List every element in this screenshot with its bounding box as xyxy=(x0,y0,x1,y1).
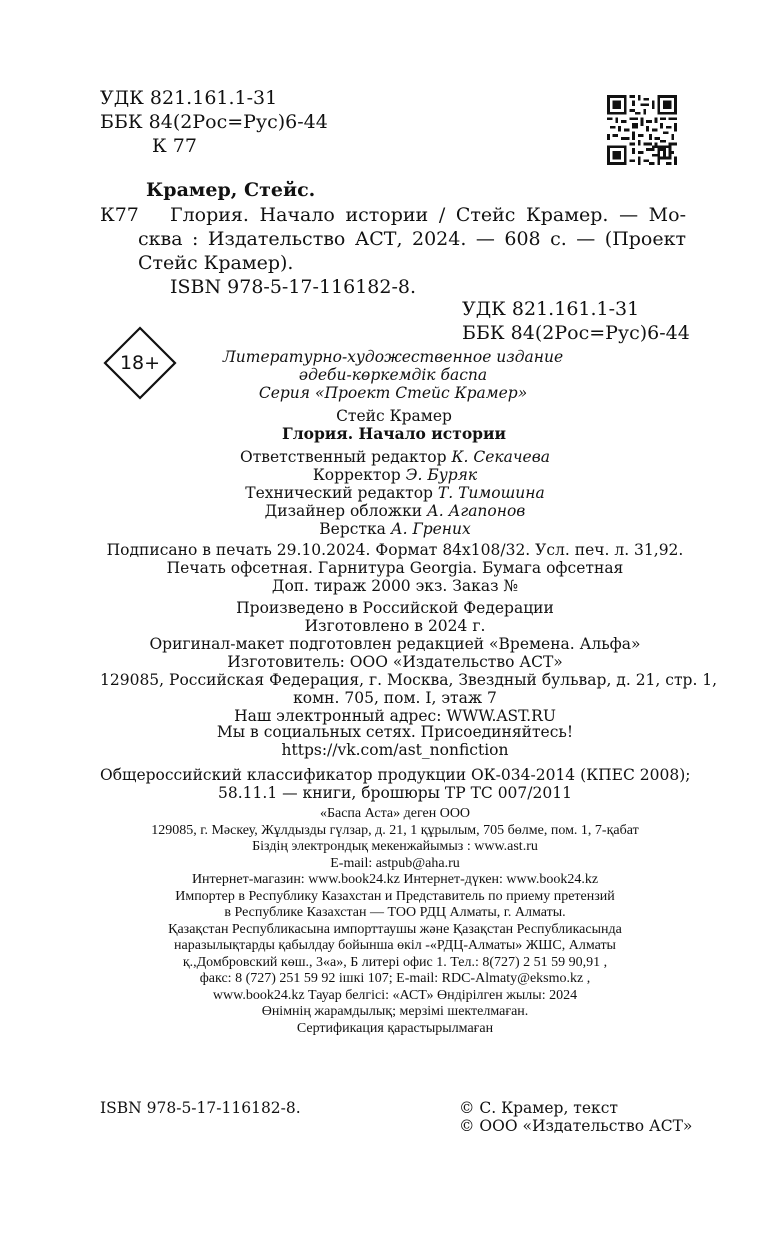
author-name: Стейс Крамер xyxy=(336,407,452,425)
social-block xyxy=(100,723,690,759)
kz-info-line: www.book24.kz Тауар белгісі: «АСТ» Өндірілген жылы: 2024 xyxy=(212,987,578,1003)
production-line: 129085, Российская Федерация, г. Москва, Звездный бульвар, д. 21, стр. 1, xyxy=(100,671,718,689)
kz-info-line: Интернет-магазин: www.book24.kz Интернет-дүкен: www.book24.kz xyxy=(191,872,599,887)
credits-block xyxy=(100,448,690,538)
credit-person: Э. Буряк xyxy=(405,466,478,484)
credit-person: А. Грених xyxy=(390,520,471,538)
age-rating: 18+ xyxy=(119,352,161,374)
credit-role: Технический редактор xyxy=(245,484,433,502)
udk-code-top: УДК 821.161.1-31 xyxy=(100,87,278,109)
print-info-line: Доп. тираж 2000 экз. Заказ № xyxy=(271,577,519,595)
social-link: https://vk.com/ast_nonfiction xyxy=(281,741,509,759)
classifier-block xyxy=(100,766,690,802)
kz-info-line: Импортер в Республику Казахстан и Представитель по приему претензий xyxy=(175,888,615,904)
kz-info-line: в Республике Казахстан — ТОО РДЦ Алматы, г. Алматы. xyxy=(224,905,566,920)
credit-line xyxy=(100,448,690,466)
kz-info-line: 129085, г. Мәскеу, Жұлдызды гүлзар, д. 21, 1 құрылым, 705 бөлме, пом. 1, 7-қабат xyxy=(151,822,639,838)
qr-code-icon xyxy=(607,95,677,165)
production-line: Изготовлено в 2024 г. xyxy=(304,617,486,635)
biblio-line-2: сква : Издательство АСТ, 2024. — 608 с. — (Проект xyxy=(138,228,686,250)
author-mark-top: К 77 xyxy=(152,135,197,157)
biblio-line-3: Стейс Крамер). xyxy=(138,252,294,274)
kz-info-line: факс: 8 (727) 251 59 92 ішкі 107; E-mail: RDC-Almaty@eksmo.kz , xyxy=(199,971,591,986)
credit-line xyxy=(100,466,690,484)
production-line: Произведено в Российской Федерации xyxy=(236,599,554,617)
production-line: комн. 705, пом. I, этаж 7 xyxy=(293,689,497,707)
book-title: Глория. Начало истории xyxy=(282,424,506,443)
bbk-code-top: ББК 84(2Рос=Рус)6-44 xyxy=(100,111,328,133)
catalog-code: К77 xyxy=(100,204,139,226)
kz-info-line: E-mail: astpub@aha.ru xyxy=(330,855,460,871)
edition-type-ru: Литературно-художественное издание xyxy=(222,348,564,366)
kz-info-line: Өнімнің жарамдылық; мерзімі шектелмаған. xyxy=(261,1004,529,1019)
series: Серия «Проект Стейс Крамер» xyxy=(258,384,528,402)
isbn-bottom: ISBN 978-5-17-116182-8. xyxy=(100,1099,301,1117)
print-info-line: Подписано в печать 29.10.2024. Формат 84x108/32. Усл. печ. л. 31,92. xyxy=(106,541,684,559)
kz-info-line: «Баспа Аста» деген ООО xyxy=(319,806,471,821)
credit-person: Т. Тимошина xyxy=(437,484,545,502)
credit-line xyxy=(100,502,690,520)
kz-info-line: Қазақстан Республикасына импорттаушы және Қазақстан Республикасында xyxy=(168,921,622,937)
classifier-line: 58.11.1 — книги, брошюры ТР ТС 007/2011 xyxy=(218,784,572,802)
production-block xyxy=(100,599,718,725)
social-line: Мы в социальных сетях. Присоединяйтесь! xyxy=(216,723,574,741)
copyright-author: © С. Крамер, текст xyxy=(459,1099,618,1117)
credit-person: К. Секачева xyxy=(451,448,550,466)
production-line: Оригинал-макет подготовлен редакцией «Времена. Альфа» xyxy=(149,635,641,653)
biblio-line-1: Глория. Начало истории / Стейс Крамер. — Мо- xyxy=(170,204,686,226)
credit-role: Ответственный редактор xyxy=(240,448,447,466)
isbn-record: ISBN 978-5-17-116182-8. xyxy=(170,276,417,298)
credit-line xyxy=(100,520,690,538)
credit-line xyxy=(100,484,690,502)
kz-info-line: Сертификация қарастырылмаған xyxy=(296,1020,494,1036)
udk-code-right: УДК 821.161.1-31 xyxy=(462,298,640,320)
bbk-code-right: ББК 84(2Рос=Рус)6-44 xyxy=(462,322,690,344)
credit-person: А. Агапонов xyxy=(427,502,526,520)
copyright-publisher: © ООО «Издательство АСТ» xyxy=(459,1117,693,1135)
print-info-block xyxy=(100,541,690,595)
classifier-line: Общероссийский классификатор продукции ОК-034-2014 (КПЕС 2008); xyxy=(100,766,691,784)
credit-role: Дизайнер обложки xyxy=(264,502,423,520)
print-info-line: Печать офсетная. Гарнитура Georgia. Бумага офсетная xyxy=(166,559,624,577)
production-line: Изготовитель: ООО «Издательство АСТ» xyxy=(227,653,563,671)
credit-role: Корректор xyxy=(312,466,401,484)
kz-info-line: Біздің электрондық мекенжайымыз : www.ast.ru xyxy=(252,839,538,854)
kz-info-line: наразылықтарды қабылдау бойынша өкіл -«РДЦ-Алматы» ЖШС, Алматы xyxy=(174,938,616,953)
author-heading: Крамер, Стейс. xyxy=(146,179,316,201)
production-line: Наш электронный адрес: WWW.AST.RU xyxy=(234,707,556,725)
kz-info-block xyxy=(100,806,690,1037)
kz-info-line: қ.,Домбровский көш., 3«а», Б литері офис 1. Тел.: 8(727) 2 51 59 90,91 , xyxy=(182,954,608,970)
edition-type-kz: әдеби-көркемдік баспа xyxy=(298,366,488,384)
credit-role: Верстка xyxy=(319,520,386,538)
